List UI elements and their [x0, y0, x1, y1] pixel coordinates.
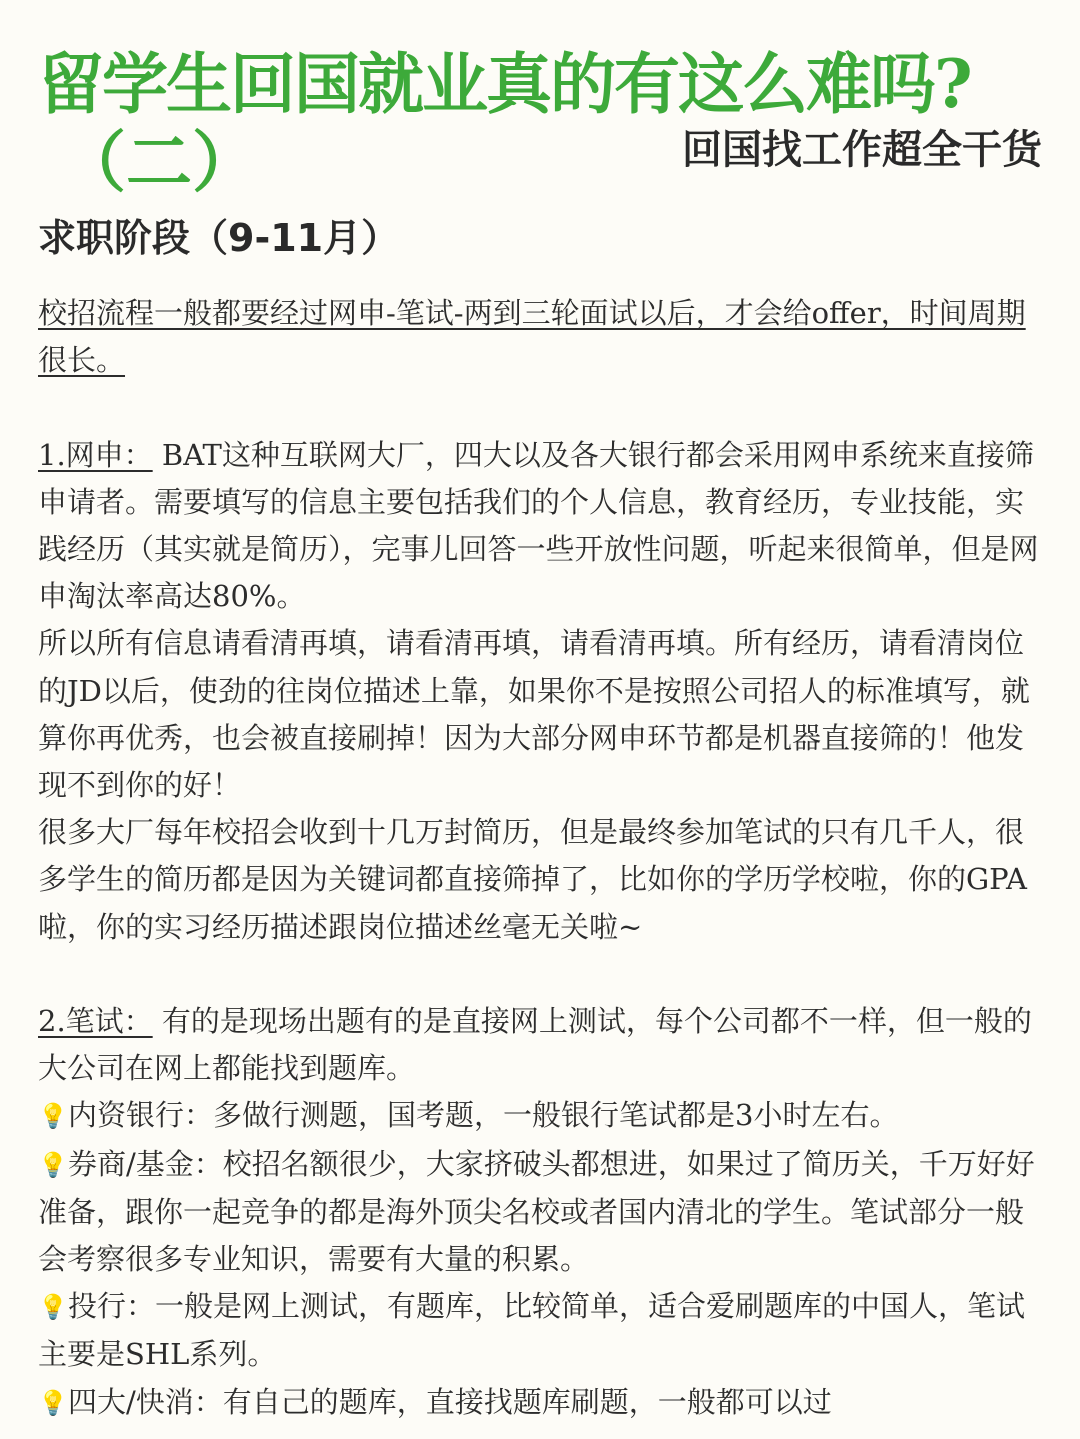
lightbulb-icon: 💡 [38, 1293, 68, 1322]
online-application-warning: 所以所有信息请看清再填，请看清再填，请看清再填。所有经历，请看清岗位的JD以后，使劲的往岗位描述上靠，如果你不是按照公司招人的标准填写，就算你再优秀，也会被直接刷掉！因为大部分网申环节都是机器直接筛的！他发现不到你的好！ [38, 626, 1030, 803]
written-test-label: 2.笔试： [38, 1004, 153, 1039]
tip-item [38, 1379, 1043, 1427]
page-title: 留学生回国就业真的有这么难吗? [38, 45, 971, 123]
tip-text: 投行：一般是网上测试，有题库，比较简单，适合爱刷题库的中国人，笔试主要是SHL系列。 [38, 1289, 1026, 1372]
page-title-part-two: （二） [60, 123, 258, 201]
online-application-paragraph [38, 432, 1043, 621]
page-subtitle: 回国找工作超全干货 [682, 127, 1042, 173]
lightbulb-icon: 💡 [38, 1388, 68, 1417]
spacer [38, 951, 1043, 998]
tip-text: 内资银行：多做行测题，国考题，一般银行笔试都是3小时左右。 [68, 1098, 899, 1133]
online-application-resume-note: 很多大厂每年校招会收到十几万封简历，但是最终参加笔试的只有几千人，很多学生的简历都是因为关键词都直接筛掉了，比如你的学历学校啦，你的GPA啦，你的实习经历描述跟岗位描述丝毫无关啦~ [38, 815, 1027, 944]
section-heading: 求职阶段（9-11月） [38, 216, 400, 260]
lightbulb-icon: 💡 [38, 1150, 68, 1179]
spacer [38, 384, 1043, 431]
online-application-label: 1.网申： [38, 437, 153, 472]
tip-text: 券商/基金：校招名额很少，大家挤破头都想进，如果过了简历关，千万好好准备，跟你一起竞争的都是海外顶尖名校或者国内清北的学生。笔试部分一般会考察很多专业知识，需要有大量的积累。 [38, 1146, 1035, 1277]
online-application-text: BAT这种互联网大厂，四大以及各大银行都会采用网申系统来直接筛申请者。需要填写的信息主要包括我们的个人信息，教育经历，专业技能，实践经历（其实就是简历），完事儿回答一些开放性问题，听起来很简单，但是网申淘汰率高达80%。 [38, 437, 1039, 614]
tip-item [38, 1141, 1043, 1284]
written-test-paragraph [38, 998, 1043, 1092]
tip-item [38, 1283, 1043, 1378]
intro-paragraph [38, 290, 1043, 384]
tip-text: 四大/快消：有自己的题库，直接找题库刷题，一般都可以过 [68, 1384, 832, 1419]
lightbulb-icon: 💡 [38, 1102, 68, 1131]
intro-text: 校招流程一般都要经过网申-笔试-两到三轮面试以后，才会给offer，时间周期很长。 [38, 296, 1026, 378]
written-test-text: 有的是现场出题有的是直接网上测试，每个公司都不一样，但一般的大公司在网上都能找到题库。 [38, 1004, 1032, 1086]
tip-item [38, 1092, 1043, 1140]
article-body [38, 290, 1043, 1427]
